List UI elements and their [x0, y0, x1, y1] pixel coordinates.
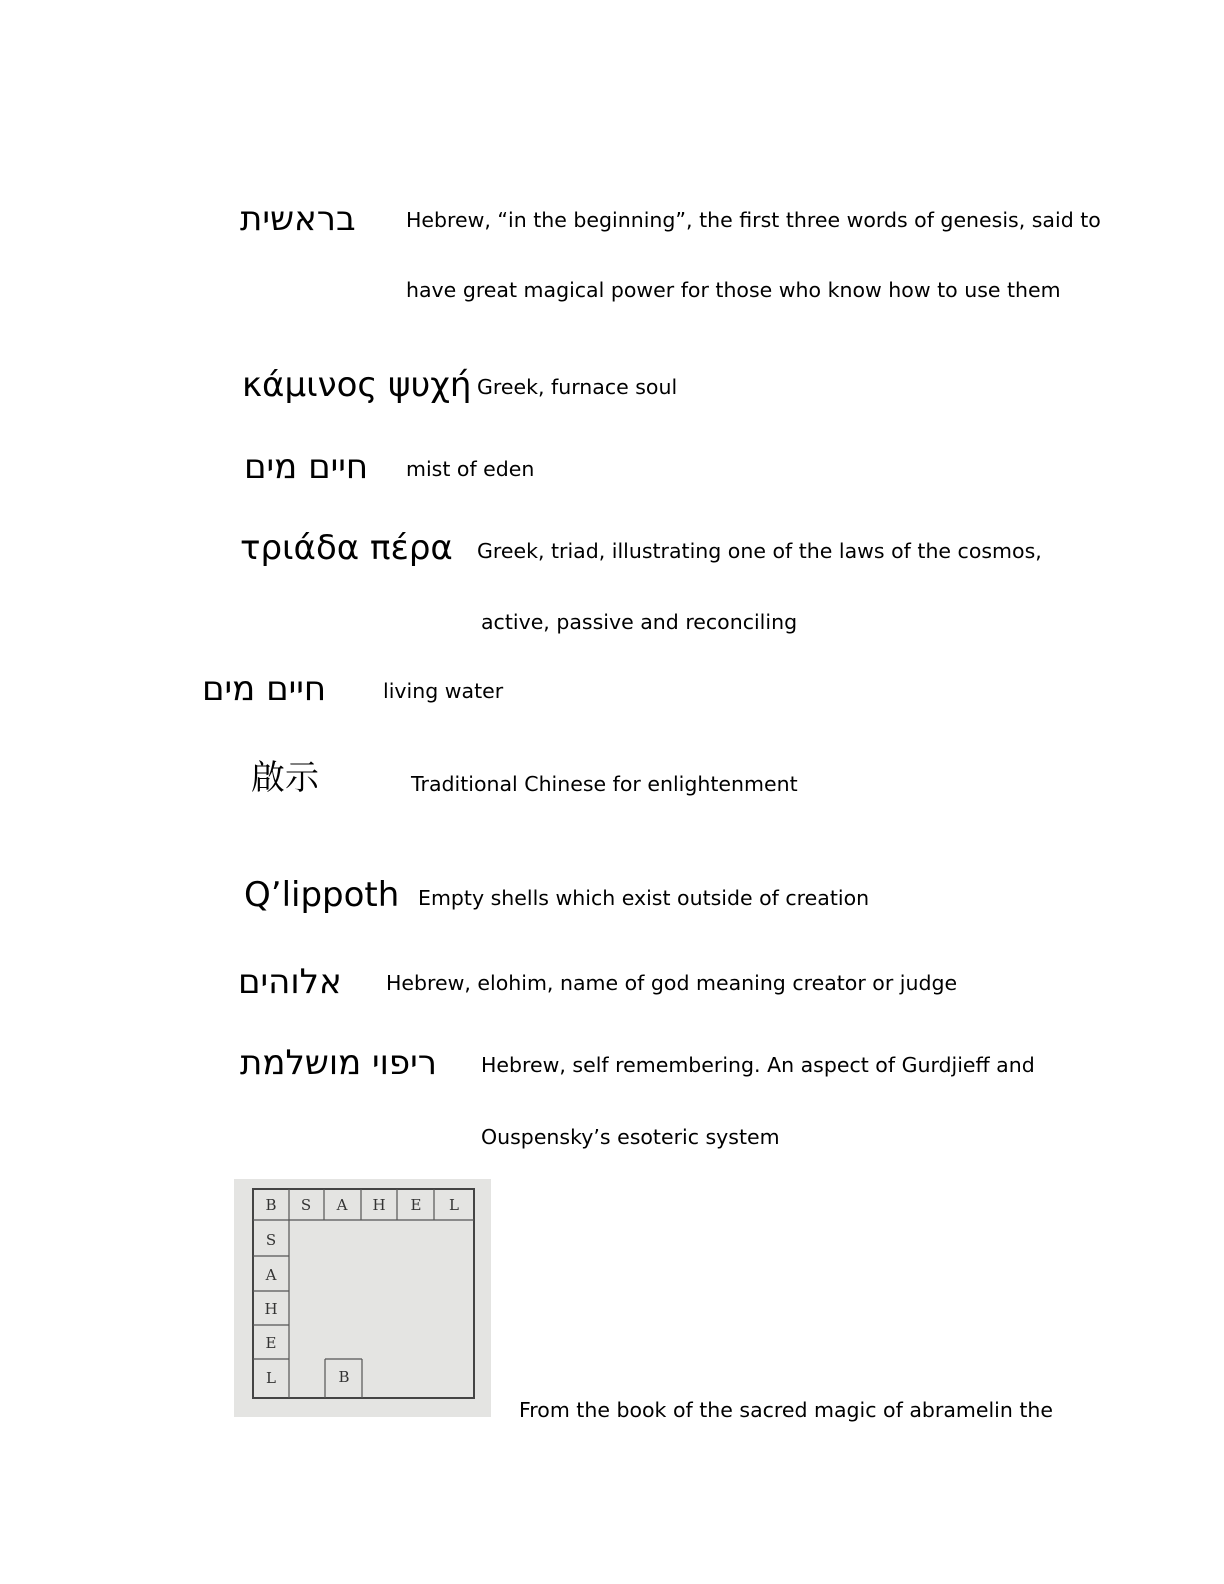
- term-triada-pera: τριάδα πέρα: [240, 528, 453, 568]
- description-living-water: living water: [383, 679, 504, 703]
- description-qlippoth: Empty shells which exist outside of creation: [418, 886, 870, 910]
- magic-square-grid: [234, 1179, 491, 1417]
- left-letter-5: L: [266, 1369, 276, 1387]
- inner-letter: B: [338, 1368, 350, 1386]
- term-chaim-mayim-water: חיים מים: [202, 669, 327, 709]
- term-elohim: אלוהים: [238, 962, 342, 1002]
- left-letter-1: S: [265, 1231, 277, 1249]
- left-letter-2: A: [265, 1266, 277, 1284]
- term-qlippoth: Q’lippoth: [244, 875, 400, 915]
- description-elohim: Hebrew, elohim, name of god meaning creator or judge: [386, 971, 958, 995]
- magic-square-figure: [234, 1179, 491, 1417]
- description-kaminos-psyche: Greek, furnace soul: [477, 375, 678, 399]
- figure-caption: From the book of the sacred magic of abramelin the: [519, 1398, 1054, 1422]
- description-bereshit-line-2: have great magical power for those who know how to use them: [406, 278, 1061, 302]
- left-letter-3: H: [264, 1300, 278, 1318]
- term-chaim-mayim-mist: חיים מים: [244, 447, 369, 487]
- description-mist-of-eden: mist of eden: [406, 457, 535, 481]
- description-self-remembering-line-1: Hebrew, self remembering. An aspect of Gurdjieff and: [481, 1053, 1035, 1077]
- description-triada-line-1: Greek, triad, illustrating one of the laws of the cosmos,: [477, 539, 1042, 563]
- term-kaminos-psyche: κάμινος ψυχή: [242, 365, 472, 405]
- description-self-remembering-line-2: Ouspensky’s esoteric system: [481, 1125, 780, 1149]
- top-letter-4: H: [372, 1196, 386, 1214]
- top-letter-5: E: [410, 1196, 422, 1214]
- description-triada-line-2: active, passive and reconciling: [481, 610, 798, 634]
- left-letter-4: E: [265, 1334, 277, 1352]
- term-qishi: 啟示: [251, 758, 319, 798]
- top-letter-1: B: [265, 1196, 277, 1214]
- description-bereshit-line-1: Hebrew, “in the beginning”, the first three words of genesis, said to: [406, 208, 1101, 232]
- term-self-remembering: ריפוי מושלמת: [240, 1043, 437, 1083]
- term-bereshit: בראשית: [240, 199, 356, 239]
- description-enlightenment: Traditional Chinese for enlightenment: [411, 772, 798, 796]
- top-letter-3: A: [336, 1196, 348, 1214]
- top-letter-2: S: [300, 1196, 312, 1214]
- top-letter-6: L: [449, 1196, 459, 1214]
